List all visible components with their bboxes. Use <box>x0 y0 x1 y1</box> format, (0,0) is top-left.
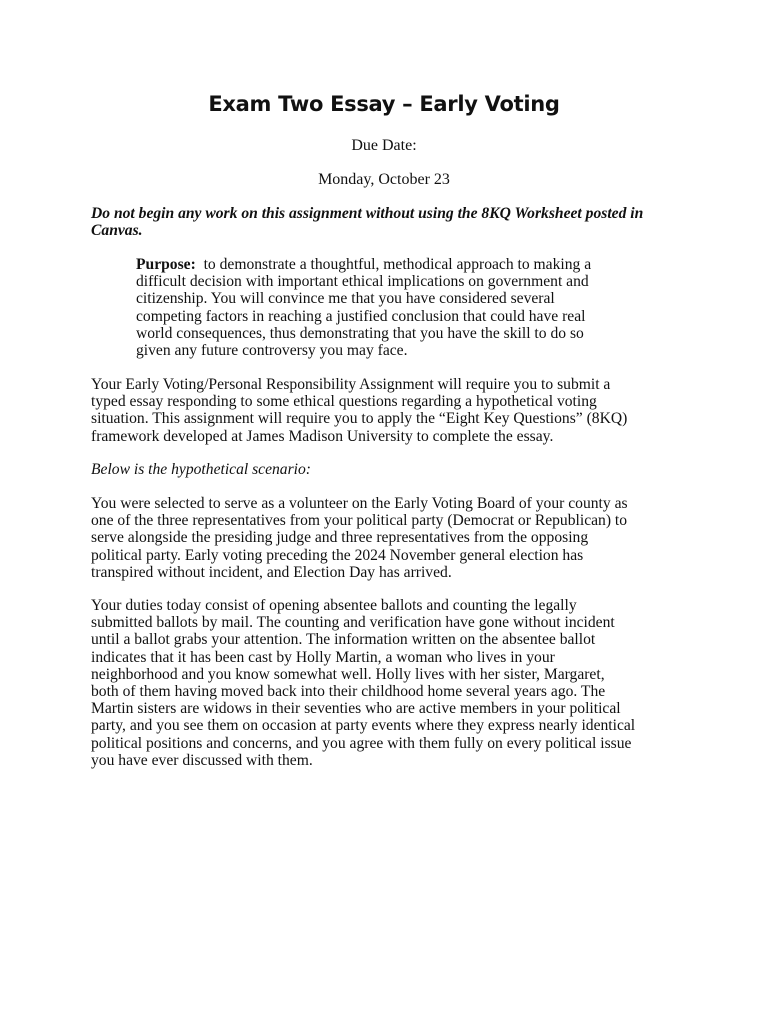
paragraph-line: Your duties today consist of opening absentee ballots and counting the legally <box>91 597 577 614</box>
purpose-label: Purpose: <box>136 256 196 273</box>
paragraph-line: submitted ballots by mail. The counting and verification have gone without incident <box>91 614 615 632</box>
paragraph-line: indicates that it has been cast by Holly Martin, a woman who lives in your <box>91 648 555 666</box>
scenario-label: Below is the hypothetical scenario: <box>91 461 311 478</box>
warning-line: Do not begin any work on this assignment without using the 8KQ Worksheet posted in <box>91 205 644 222</box>
intro-line: framework developed at James Madison University to complete the essay. <box>91 427 554 445</box>
intro-line: situation. This assignment will require you to apply the “Eight Key Questions” (8KQ) <box>91 410 628 428</box>
purpose-first-line <box>136 256 636 273</box>
purpose-line: competing factors in reaching a justified conclusion that could have real <box>136 307 586 325</box>
paragraph-line: neighborhood and you know somewhat well. Holly lives with her sister, Margaret, <box>91 665 605 683</box>
worksheet-warning <box>91 205 681 239</box>
paragraph-line: party, and you see them on occasion at party events where they express nearly identical <box>91 717 636 735</box>
paragraph-line: serve alongside the presiding judge and three representatives from the opposing <box>91 529 589 547</box>
intro-paragraph <box>91 376 691 445</box>
warning-line: Canvas. <box>91 222 143 240</box>
paragraph-line: political party. Early voting preceding the 2024 November general election has <box>91 546 584 564</box>
intro-line: typed essay responding to some ethical questions regarding a hypothetical voting <box>91 393 597 411</box>
purpose-line: citizenship. You will convince me that you have considered several <box>136 290 555 308</box>
scenario-paragraph-2 <box>91 597 691 769</box>
purpose-line: world consequences, thus demonstrating that you have the skill to do so <box>136 324 584 342</box>
paragraph-line: transpired without incident, and Election Day has arrived. <box>91 563 452 581</box>
purpose-line: difficult decision with important ethical implications on government and <box>136 273 589 291</box>
paragraph-line: You were selected to serve as a volunteer on the Early Voting Board of your county as <box>91 495 628 512</box>
intro-line: Your Early Voting/Personal Responsibility Assignment will require you to submit a <box>91 376 611 393</box>
paragraph-line: Martin sisters are widows in their seventies who are active members in your political <box>91 700 621 718</box>
due-date-value: Monday, October 23 <box>318 171 450 188</box>
purpose-line: to demonstrate a thoughtful, methodical approach to making a <box>203 256 592 273</box>
paragraph-line: until a ballot grabs your attention. The information written on the absentee ballot <box>91 631 596 649</box>
scenario-paragraph-1 <box>91 495 691 581</box>
paragraph-line: one of the three representatives from your political party (Democrat or Republican) to <box>91 512 628 530</box>
purpose-line: given any future controversy you may face. <box>136 342 408 360</box>
document-title: Exam Two Essay – Early Voting <box>208 92 560 116</box>
paragraph-line: political positions and concerns, and you agree with them fully on every political issue <box>91 734 632 752</box>
due-date-label: Due Date: <box>351 137 417 154</box>
purpose-block <box>136 256 636 359</box>
paragraph-line: both of them having moved back into their childhood home several years ago. The <box>91 683 606 701</box>
paragraph-line: you have ever discussed with them. <box>91 751 313 769</box>
